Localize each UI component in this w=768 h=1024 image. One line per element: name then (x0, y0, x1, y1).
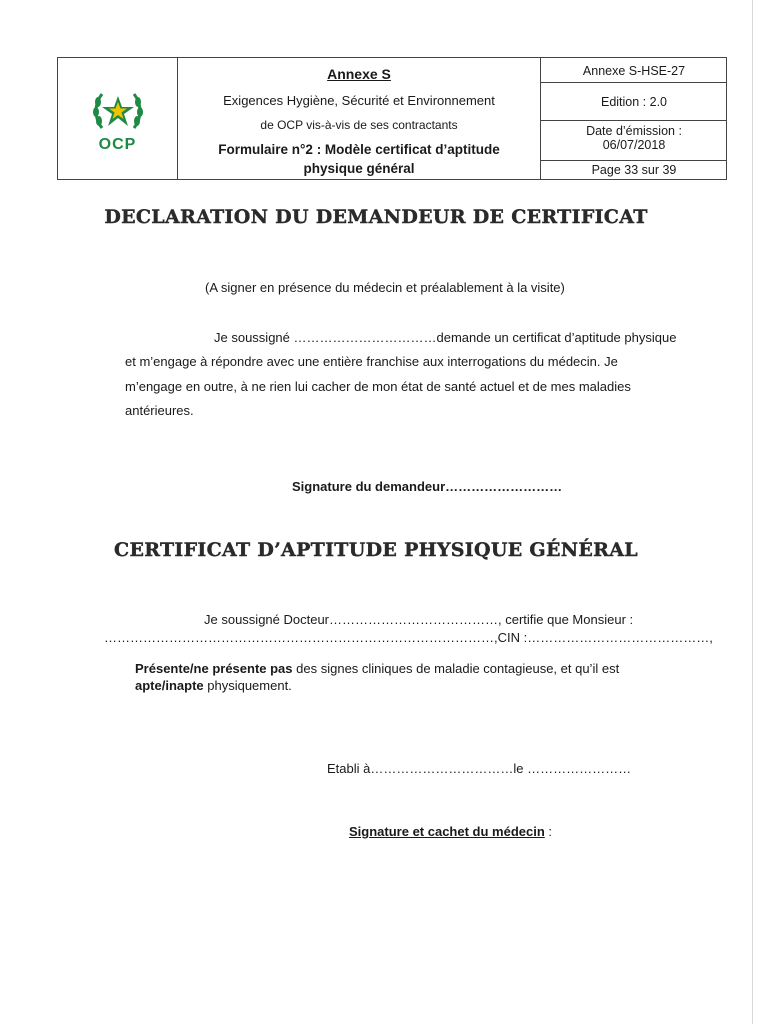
logo-text: OCP (98, 136, 137, 153)
etabli-line: Etabli à……………………………le …………………… (327, 761, 632, 776)
document-ref: Annexe S-HSE-27 (582, 64, 686, 78)
apte-rest: physiquement. (203, 678, 292, 693)
exigences-line2: de OCP vis-à-vis de ses contractants (260, 118, 458, 132)
formulaire-line2: physique général (303, 161, 415, 176)
doctor-signature-label: Signature et cachet du médecin (349, 824, 545, 839)
ocp-logo-icon (92, 88, 144, 134)
declaration-line3: m’engage en outre, à ne rien lui cacher de mon état de santé actuel et de mes maladies (125, 379, 631, 394)
page-edge (752, 0, 753, 1024)
date-value: 06/07/2018 (602, 138, 666, 152)
meta-date-row (541, 121, 727, 161)
presente-rest: des signes cliniques de maladie contagieuse, et qu’il est (292, 661, 620, 676)
meta-ref-row (541, 58, 727, 83)
applicant-signature: Signature du demandeur……………………… (292, 479, 563, 494)
declaration-line2: et m’engage à répondre avec une entière franchise aux interrogations du médecin. Je (125, 354, 618, 369)
annexe-title: Annexe S (327, 66, 391, 82)
presente-options: Présente/ne présente pas (135, 661, 293, 676)
declaration-line4: antérieures. (125, 403, 194, 418)
certificat-line2: ………………………………………………………………………………,CIN :……………………………………, (104, 630, 713, 645)
declaration-line1: Je soussigné ……………………………demande un certificat d’aptitude physique (214, 330, 677, 345)
apte-options: apte/inapte (135, 678, 204, 693)
document-header-table (57, 57, 727, 180)
meta-edition-row (541, 83, 727, 121)
certificat-apte-line (135, 675, 292, 697)
doctor-signature-line (349, 821, 552, 843)
date-label: Date d’émission : (586, 124, 682, 138)
header-title-cell (178, 58, 541, 179)
page-number: Page 33 sur 39 (591, 163, 677, 177)
doctor-signature-colon: : (544, 824, 553, 839)
declaration-title: DECLARATION DU DEMANDEUR DE CERTIFICAT (104, 206, 648, 228)
certificat-line1: Je soussigné Docteur…………………………………, certifie que Monsieur : (204, 612, 634, 627)
formulaire-line1: Formulaire n°2 : Modèle certificat d’aptitude (218, 142, 500, 157)
declaration-note: (A signer en présence du médecin et préalablement à la visite) (205, 280, 565, 295)
logo-cell (58, 58, 178, 179)
meta-page-row (541, 161, 727, 179)
header-meta-cell (541, 58, 727, 179)
exigences-line1: Exigences Hygiène, Sécurité et Environnement (223, 93, 495, 108)
edition: Edition : 2.0 (600, 95, 667, 109)
certificat-title: CERTIFICAT D’APTITUDE PHYSIQUE GÉNÉRAL (114, 539, 638, 561)
